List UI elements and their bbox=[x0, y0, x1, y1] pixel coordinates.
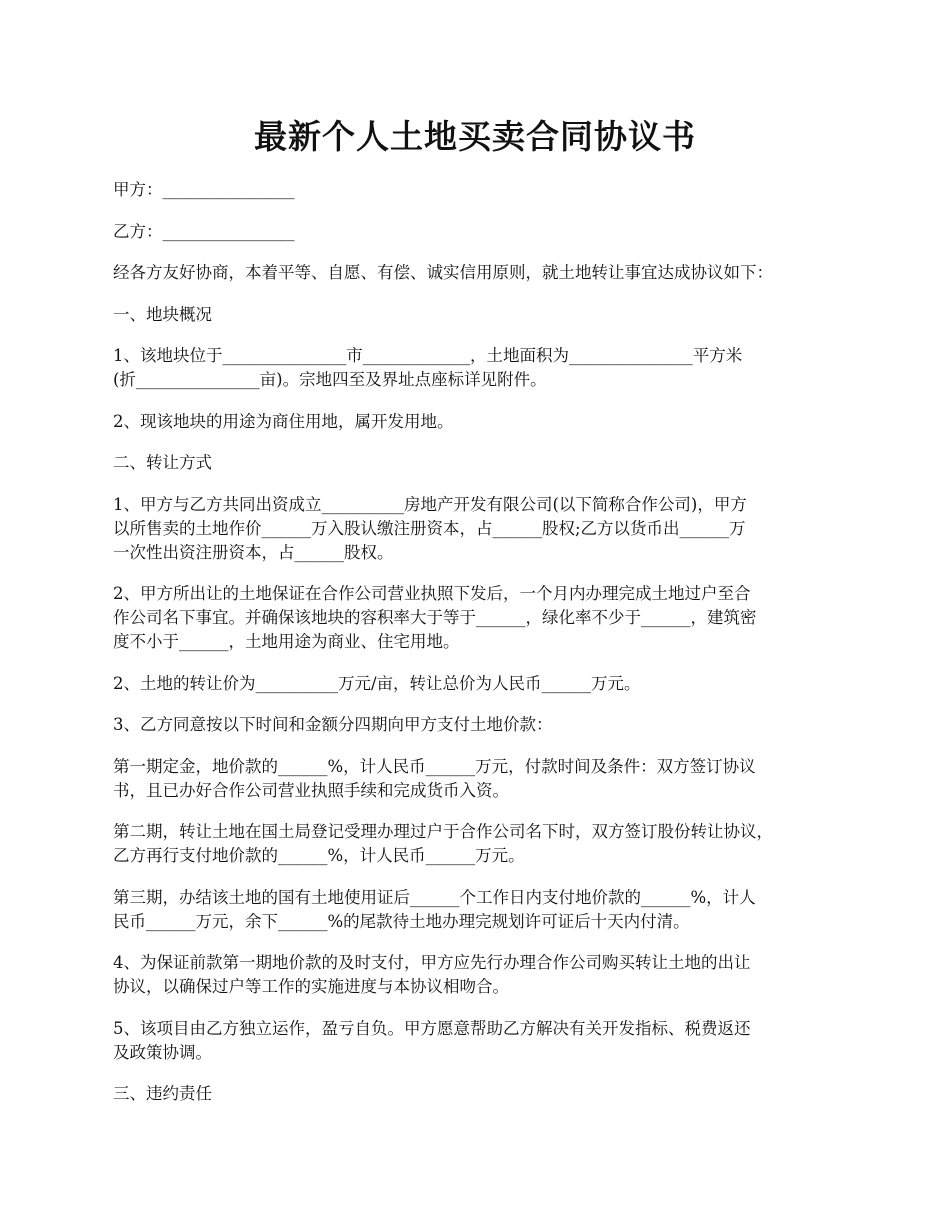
section-heading-land-overview: 一、地块概况 bbox=[113, 304, 212, 324]
clause-payment-schedule: 3、乙方同意按以下时间和金额分四期向甲方支付土地价款： bbox=[113, 715, 553, 734]
section-heading-liability: 三、违约责任 bbox=[113, 1084, 212, 1103]
clause-land-guarantee: 2、甲方所出让的土地保证在合作公司营业执照下发后，一个月内办理完成土地过户至合 作公司名下事宜。并确保该地块的容积率大于等于______，绿化率不少于______，建筑密 度不小于______，土地用途为商业、住宅用地。 bbox=[113, 584, 757, 651]
clause-land-usage: 2、现该地块的用途为商住用地，属开发用地。 bbox=[113, 411, 454, 431]
payment-phase-3: 第三期，办结该土地的国有土地使用证后______个工作日内支付地价款的______%，计人 民币______万元，余下______%的尾款待土地办理完规划许可证后十天内付清。 bbox=[113, 887, 756, 931]
clause-joint-company: 1、甲方与乙方共同出资成立__________房地产开发有限公司(以下简称合作公司)，甲方 以所售卖的土地作价______万入股认缴注册资本，占______股权;乙方以货币出______万 一次性出资注册资本，占______股权。 bbox=[113, 494, 747, 562]
clause-payment-guarantee: 4、为保证前款第一期地价款的及时支付，甲方应先行办理合作公司购买转让土地的出让 协议，以确保过户等工作的实施进度与本协议相吻合。 bbox=[113, 953, 751, 996]
document-title: 最新个人土地买卖合同协议书 bbox=[254, 117, 696, 156]
document-body bbox=[113, 178, 851, 1124]
clause-land-location: 1、该地块位于_______________市_____________，土地面积为_______________平方米 (折_______________亩)。宗地四至及界址点座标详见附件。 bbox=[113, 346, 743, 389]
party-b-line: 乙方：________________ bbox=[113, 221, 295, 241]
section-heading-transfer-method: 二、转让方式 bbox=[113, 453, 212, 472]
payment-phase-1: 第一期定金，地价款的______%，计人民币______万元，付款时间及条件：双方签订协议 书，且已办好合作公司营业执照手续和完成货币入资。 bbox=[113, 756, 756, 800]
clause-independent-operation: 5、该项目由乙方独立运作，盈亏自负。甲方愿意帮助乙方解决有关开发指标、税费返还 及政策协调。 bbox=[113, 1018, 751, 1062]
preamble-paragraph: 经各方友好协商，本着平等、自愿、有偿、诚实信用原则，就土地转让事宜达成协议如下： bbox=[113, 263, 773, 282]
party-a-line: 甲方：________________ bbox=[113, 180, 295, 199]
clause-transfer-price: 2、土地的转让价为__________万元/亩，转让总价为人民币______万元。 bbox=[113, 673, 641, 693]
payment-phase-2: 第二期，转让土地在国土局登记受理办理过户于合作公司名下时，双方签订股份转让协议， 乙方再行支付地价款的______%，计人民币______万元。 bbox=[113, 822, 773, 865]
